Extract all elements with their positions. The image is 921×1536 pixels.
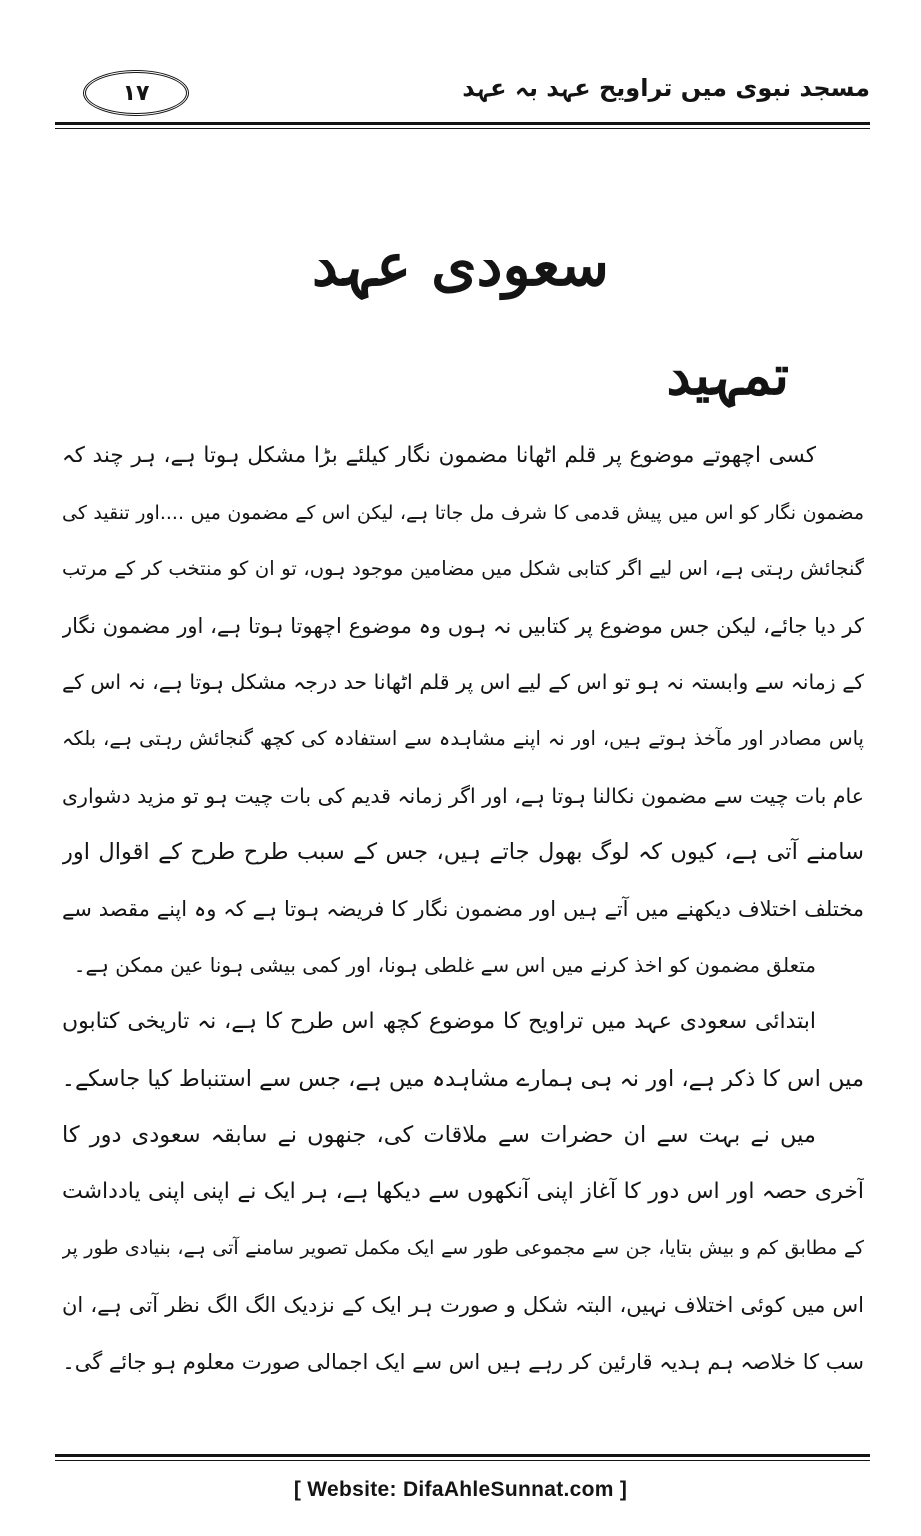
text-line: سب کا خلاصہ ہم ہدیہ قارئین کر رہے ہیں اس سے ایک اجمالی صورت معلوم ہو جائے گی۔ <box>62 1349 864 1374</box>
text-line: سامنے آتی ہے، کیوں کہ لوگ بھول جاتے ہیں، جس کے سبب طرح طرح کے اقوال اور <box>62 839 864 866</box>
text-line: اس میں کوئی اختلاف نہیں، البتہ شکل و صورت ہر ایک کے نزدیک الگ الگ نظر آتی ہے، ان <box>62 1292 864 1317</box>
text-line: میں اس کا ذکر ہے، اور نہ ہی ہمارے مشاہدہ میں ہے، جس سے استنباط کیا جاسکے۔ <box>62 1065 864 1092</box>
text-line: متعلق مضمون کو اخذ کرنے میں اس سے غلطی ہونا، اور کمی بیشی ہونا عین ممکن ہے۔ <box>73 953 816 978</box>
header-rule-thick <box>55 122 870 125</box>
text-line: گنجائش رہتی ہے، اس لیے اگر کتابی شکل میں مضامین موجود ہوں، تو ان کو منتخب کر کے مرتب <box>62 557 864 581</box>
header-rule-thin <box>55 128 870 129</box>
footer-rule-thick <box>55 1454 870 1457</box>
page-number: ۱۷ <box>122 80 150 106</box>
text-line: میں نے بہت سے ان حضرات سے ملاقات کی، جنھوں نے سابقہ سعودی دور کا <box>62 1122 816 1149</box>
text-line: ابتدائی سعودی عہد میں تراویح کا موضوع کچھ اس طرح کا ہے، نہ تاریخی کتابوں <box>62 1008 816 1034</box>
text-line: آخری حصہ اور اس دور کا آغاز اپنی آنکھوں سے دیکھا ہے، ہر ایک نے اپنی اپنی یادداشت <box>62 1178 864 1204</box>
text-line: عام بات چیت سے مضمون نکالنا ہوتا ہے، اور اگر زمانہ قدیم کی بات چیت ہو تو مزید دشواری <box>62 783 864 808</box>
running-title: مسجد نبوی میں تراویح عہد بہ عہد <box>462 74 870 102</box>
text-line: پاس مصادر اور مآخذ ہوتے ہیں، اور نہ اپنے مشاہدہ سے استفادہ کی کچھ گنجائش رہتی ہے، بلکہ <box>62 726 864 750</box>
text-line: کے مطابق کم و بیش بتایا، جن سے مجموعی طور سے ایک مکمل تصویر سامنے آتی ہے، بنیادی طور پر <box>62 1237 864 1260</box>
text-line: کسی اچھوتے موضوع پر قلم اٹھانا مضمون نگار کیلئے بڑا مشکل ہوتا ہے، ہر چند کہ <box>62 443 816 468</box>
text-line: کے زمانہ سے وابستہ نہ ہو تو اس کے لیے اس پر قلم اٹھانا حد درجہ مشکل ہوتا ہے، نہ اس کے <box>62 670 864 695</box>
text-line: مختلف اختلاف دیکھنے میں آتے ہیں اور مضمون نگار کا فریضہ ہوتا ہے کہ وہ اپنے مقصد سے <box>62 896 864 921</box>
page-number-badge <box>83 70 189 116</box>
text-line: مضمون نگار کو اس میں پیش قدمی کا شرف مل جاتا ہے، لیکن اس کے مضمون میں ....اور تنقید کی <box>62 501 864 524</box>
chapter-title: سعودی عہد <box>312 231 609 299</box>
page-header <box>55 60 870 122</box>
section-title: تمہید <box>666 343 789 407</box>
website-footer: [ Website: DifaAhleSunnat.com ] <box>293 1478 628 1501</box>
body-text <box>62 428 864 1390</box>
text-line: کر دیا جائے، لیکن جس موضوع پر کتابیں نہ ہوں وہ موضوع اچھوتا ہوتا ہے، اور مضمون نگار <box>62 613 864 638</box>
footer-rule-thin <box>55 1460 870 1461</box>
